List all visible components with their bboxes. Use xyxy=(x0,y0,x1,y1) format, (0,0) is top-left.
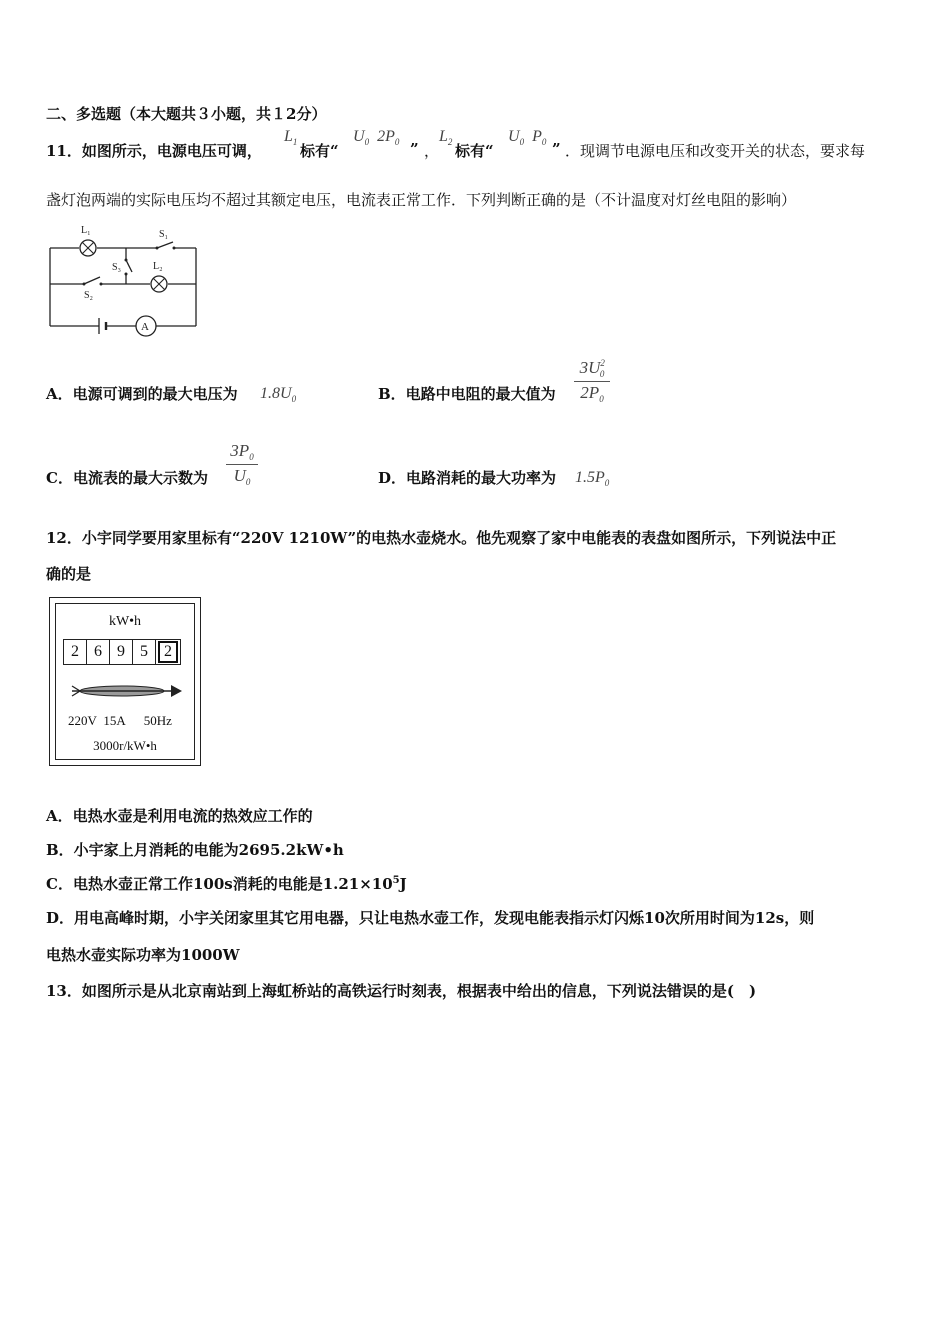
q11-l1-rating: $U_0$ $2P_0$ xyxy=(353,128,400,147)
label-s3: S₃ xyxy=(112,262,122,273)
q11-l1-tag: 标有“ xyxy=(300,142,339,160)
q11-l1-symbol: $L_1$ xyxy=(284,128,298,147)
label-l1: L₁ xyxy=(81,225,91,236)
meter-digit: 9 xyxy=(110,639,133,665)
label-ammeter: A xyxy=(141,321,149,333)
q11-l2-symbol: $L_2$ xyxy=(439,128,453,147)
q11-l2-tag: 标有“ xyxy=(455,142,494,160)
q12-option-d-line2: 电热水壶实际功率为1000W xyxy=(46,946,240,964)
label-l2: L₂ xyxy=(153,261,163,272)
meter-rev-const: 3000r/kW•h xyxy=(93,738,157,753)
meter-digit: 2 xyxy=(63,639,87,665)
q12-option-b: B．小宇家上月消耗的电能为2695.2kW•h xyxy=(46,841,344,859)
q11-option-a-text: A．电源可调到的最大电压为 xyxy=(46,385,238,403)
q11-stem-line2: 盏灯泡两端的实际电压均不超过其额定电压，电流表正常工作．下列判断正确的是（不计温度对灯丝电阻的影响） xyxy=(46,191,797,209)
q12-stem-line1: 12．小宇同学要用家里标有“220V 1210W”的电热水壶烧水。他先观察了家中电能表的表盘如图所示，下列说法中正 xyxy=(46,529,837,547)
section-title: 二、多选题（本大题共３小题，共１2分） xyxy=(46,105,327,123)
q11-option-c-fraction: $3P_0$ $U_0$ xyxy=(226,441,258,488)
meter-digit: 6 xyxy=(87,639,110,665)
q11-circuit-diagram xyxy=(44,222,204,338)
q12-option-d-line1: D．用电高峰时期，小宇关闭家里其它用电器，只让电热水壶工作，发现电能表指示灯闪烁10次所用时间为12s，则 xyxy=(46,909,815,927)
q11-option-d-value: $1.5P_0$ xyxy=(575,469,610,488)
q11-l1-quote-close: ” xyxy=(410,140,419,158)
q11-option-c-text: C．电流表的最大示数为 xyxy=(46,469,208,487)
q12-option-c: C．电热水壶正常工作100s消耗的电能是$1.21\times 10^5J$ xyxy=(46,875,407,893)
label-s2: S₂ xyxy=(84,290,94,301)
q11-comma: ， xyxy=(424,142,440,160)
q11-option-b-text: B．电路中电阻的最大值为 xyxy=(378,385,556,403)
meter-unit: kW•h xyxy=(108,614,142,629)
q11-option-a-value: $1.8U_0$ xyxy=(260,385,297,404)
meter-specs: 220V 15A 50Hz xyxy=(68,713,172,728)
q12-stem-line2: 确的是 xyxy=(46,565,92,583)
q11-l2-rating: $U_0$ $P_0$ xyxy=(508,128,547,147)
lamp-l1-icon xyxy=(80,240,96,256)
q11-option-d-text: D．电路消耗的最大功率为 xyxy=(378,469,557,487)
q11-stem-prefix: 11．如图所示，电源电压可调， xyxy=(46,142,262,160)
q11-option-b-fraction: $3U^2_0$ $2P_0$ xyxy=(574,358,610,405)
meter-digits xyxy=(63,639,181,665)
lamp-l2-icon xyxy=(151,276,167,292)
q11-l2-quote-close: ” xyxy=(552,140,561,158)
energy-meter-figure xyxy=(49,597,201,766)
meter-digit-decimal: 2 xyxy=(156,639,181,665)
battery-icon xyxy=(99,318,106,334)
label-s1: S₁ xyxy=(159,229,169,240)
q13-stem: 13．如图所示是从北京南站到上海虹桥站的高铁运行时刻表，根据表中给出的信息，下列说法错误的是( ) xyxy=(46,982,757,1000)
meter-disc-arrow-icon xyxy=(70,682,186,700)
q11-stem-suffix: ．现调节电源电压和改变开关的状态，要求每 xyxy=(565,142,866,160)
meter-digit: 5 xyxy=(133,639,156,665)
q12-option-a: A．电热水壶是利用电流的热效应工作的 xyxy=(46,807,313,825)
